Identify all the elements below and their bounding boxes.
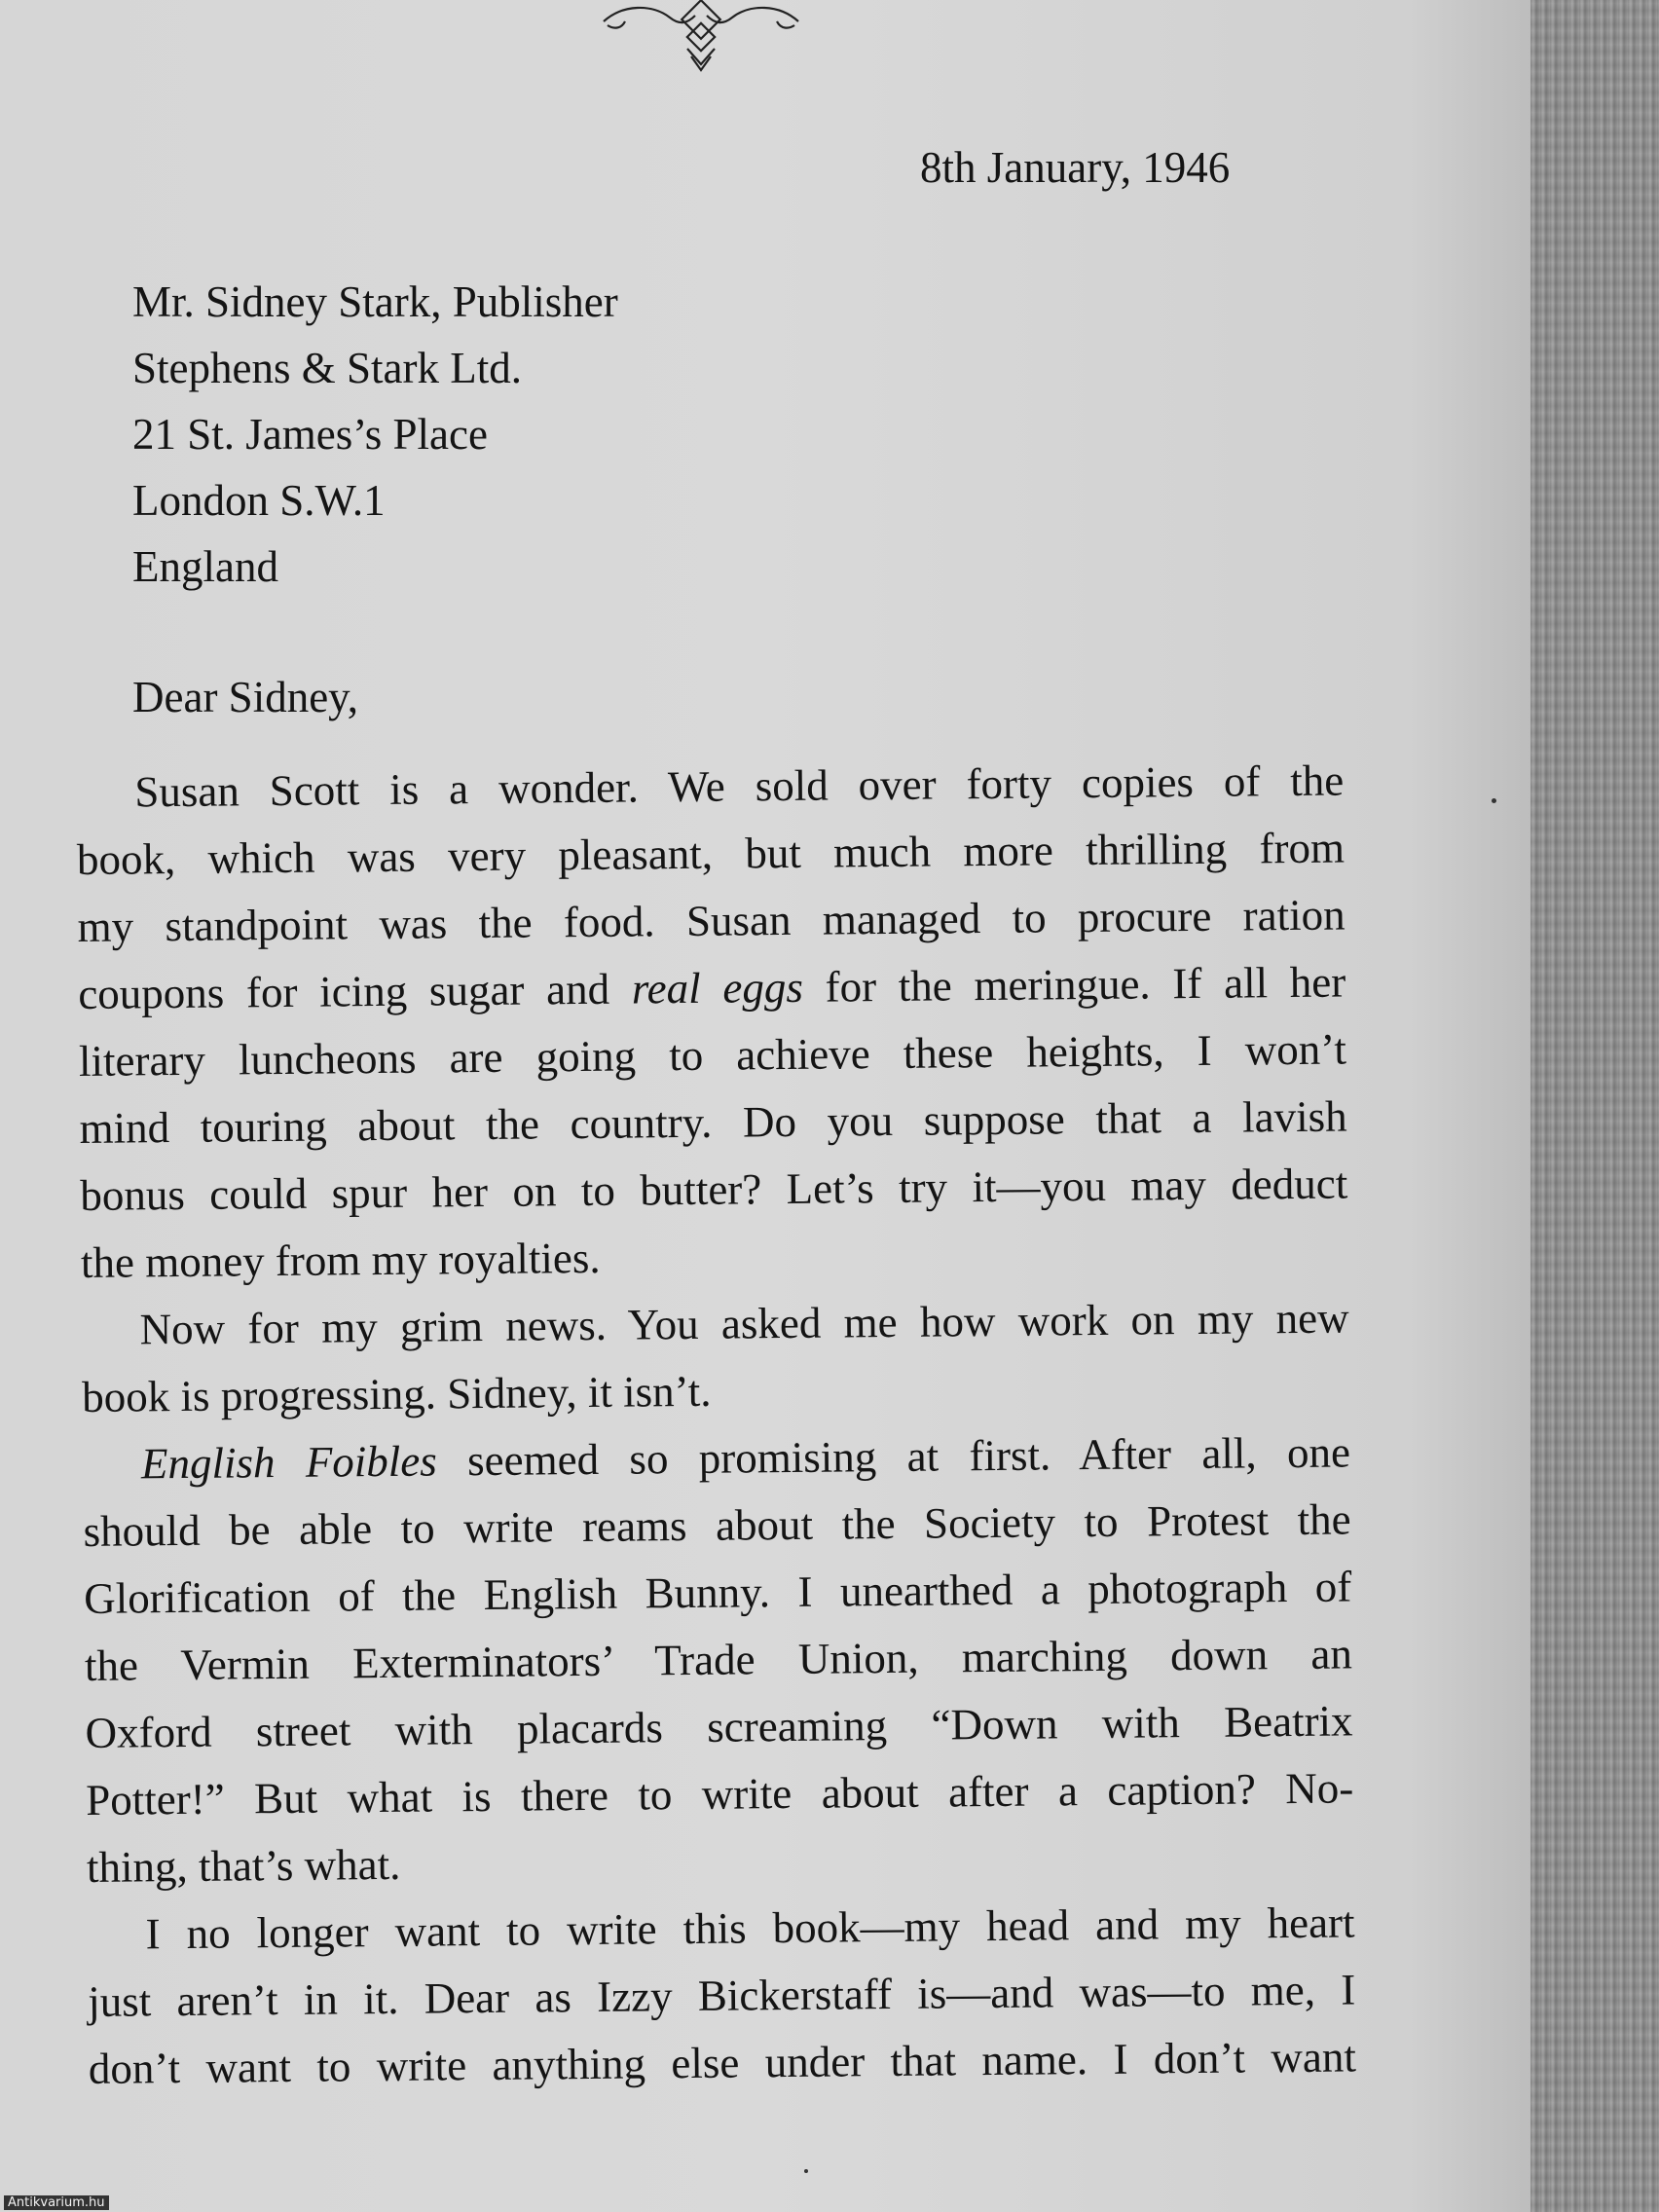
letter-line: thing, that’s what. xyxy=(86,1839,401,1892)
speck xyxy=(804,2169,808,2173)
letter-body xyxy=(76,748,1356,2103)
line-text: for the meringue. If all her xyxy=(802,957,1346,1012)
letter-line: Oxford street with placards screaming “Down with Beatrix xyxy=(85,1696,1353,1757)
address-line: 21 St. James’s Place xyxy=(132,410,488,459)
salutation: Dear Sidney, xyxy=(132,673,359,721)
letter-line xyxy=(83,1419,1351,1497)
page-edges xyxy=(1530,0,1659,2212)
italic-text: English Foibles xyxy=(140,1436,438,1489)
line-text: coupons for icing sugar and xyxy=(78,964,633,1018)
letter-line: Susan Scott is a wonder. We sold over forty copies of the xyxy=(134,756,1345,817)
letter-line: don’t want to write anything else under that name. I don’t want xyxy=(88,2032,1357,2093)
letter-line xyxy=(78,948,1346,1027)
letter-line: bonus could spur her on to butter? Let’s try it—you may deduct xyxy=(80,1159,1348,1220)
letter-line: I no longer want to write this book—my head and my heart xyxy=(145,1898,1355,1959)
letter-line: Glorification of the English Bunny. I unearthed a photograph of xyxy=(84,1562,1352,1623)
ornament-icon xyxy=(594,0,808,78)
letter-line: book is progressing. Sidney, it isn’t. xyxy=(82,1366,712,1421)
letter-line: mind touring about the country. Do you suppose that a lavish xyxy=(79,1091,1347,1153)
watermark: Antikvarium.hu xyxy=(4,2195,109,2210)
letter-date: 8th January, 1946 xyxy=(920,143,1231,192)
address-line: London S.W.1 xyxy=(132,476,386,525)
address-line: Mr. Sidney Stark, Publisher xyxy=(132,277,618,326)
line-text: seemed so promising at first. After all, one xyxy=(436,1427,1351,1486)
letter-line: book, which was very pleasant, but much more thrilling from xyxy=(76,823,1346,884)
letter-line: Potter!” But what is there to write about after a caption? No- xyxy=(86,1763,1354,1825)
italic-text: real eggs xyxy=(631,962,804,1014)
speck xyxy=(1492,798,1496,803)
letter-line: should be able to write reams about the Society to Protest the xyxy=(83,1494,1351,1556)
address-line: Stephens & Stark Ltd. xyxy=(132,344,522,392)
address-line: England xyxy=(132,542,278,591)
letter-line: the Vermin Exterminators’ Trade Union, marching down an xyxy=(84,1629,1353,1690)
letter-line: the money from my royalties. xyxy=(80,1233,601,1287)
letter-line: just aren’t in it. Dear as Izzy Bickerstaff is—and was—to me, I xyxy=(88,1965,1356,2026)
recipient-address xyxy=(132,269,618,600)
letter-line: my standpoint was the food. Susan managed to procure ration xyxy=(77,890,1346,951)
letter-line: Now for my grim news. You asked me how work on my new xyxy=(139,1293,1349,1354)
letter-line: literary luncheons are going to achieve these heights, I won’t xyxy=(78,1024,1347,1086)
